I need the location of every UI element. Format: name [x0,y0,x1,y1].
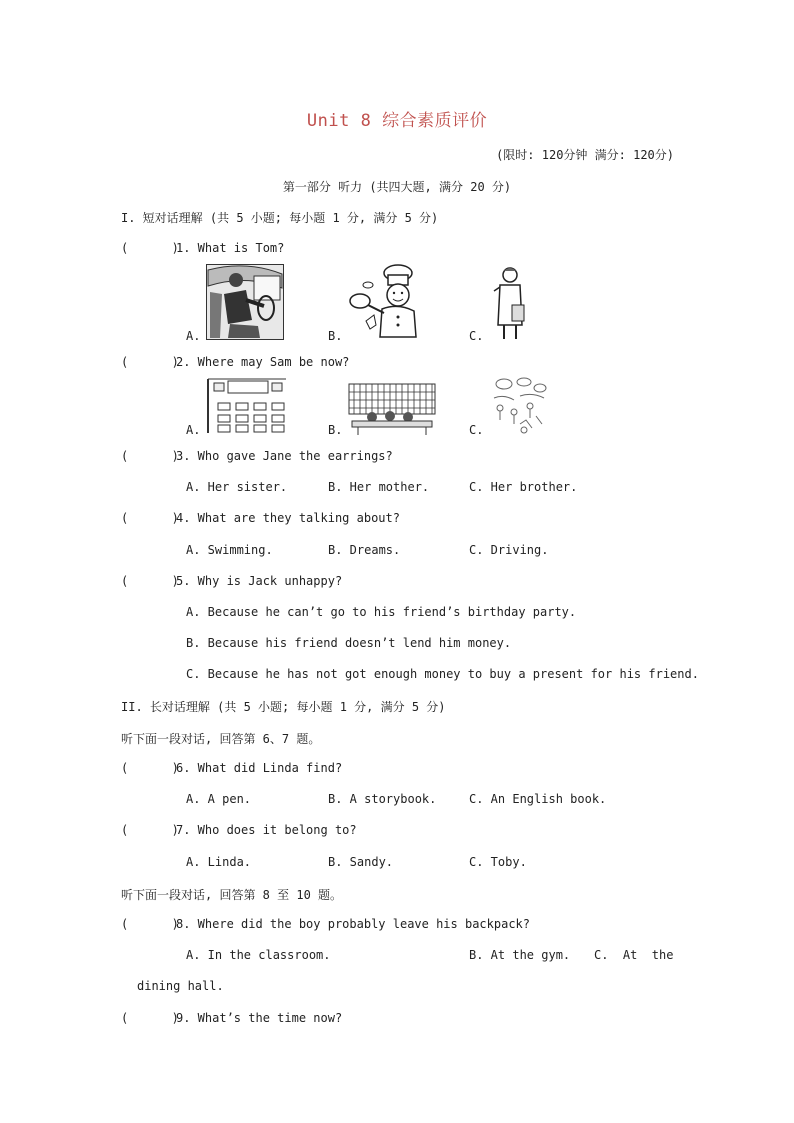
q7-option-c[interactable]: C. Toby. [469,855,527,869]
park-picture [490,376,548,436]
section2-intro-2: 听下面一段对话, 回答第 8 至 10 题。 [121,888,343,902]
q8-option-c-wrap: dining hall. [137,979,224,993]
answer-blank-q8[interactable]: ( ) [121,917,179,931]
time-limit: (限时: 120分钟 满分: 120分) [496,148,674,162]
answer-blank-q5[interactable]: ( ) [121,574,179,588]
driver-picture [206,264,284,340]
answer-blank-q3[interactable]: ( ) [121,449,179,463]
q2-option-b[interactable]: B. [328,423,343,437]
q3-option-a[interactable]: A. Her sister. [186,480,288,494]
question-3: 3. Who gave Jane the earrings? [176,449,393,463]
chef-picture [346,263,422,341]
q6-option-b[interactable]: B. A storybook. [328,792,437,806]
answer-blank-q2[interactable]: ( ) [121,355,179,369]
q8-option-b[interactable]: B. At the gym. [469,948,571,962]
question-8: 8. Where did the boy probably leave his backpack? [176,917,531,931]
answer-blank-q1[interactable]: ( ) [121,241,179,255]
question-7: 7. Who does it belong to? [176,823,357,837]
q4-option-c[interactable]: C. Driving. [469,543,549,557]
question-2: 2. Where may Sam be now? [176,355,350,369]
q4-option-a[interactable]: A. Swimming. [186,543,273,557]
q1-option-b[interactable]: B. [328,329,343,343]
q5-option-c[interactable]: C. Because he has not got enough money to buy a present for his friend. [186,667,699,681]
doctor-picture [490,265,530,343]
classroom-picture [206,377,288,435]
q7-option-b[interactable]: B. Sandy. [328,855,394,869]
answer-blank-q7[interactable]: ( ) [121,823,179,837]
library-picture [348,383,436,435]
q6-option-c[interactable]: C. An English book. [469,792,607,806]
q5-option-b[interactable]: B. Because his friend doesn’t lend him money. [186,636,512,650]
q2-option-c[interactable]: C. [469,423,484,437]
q3-option-c[interactable]: C. Her brother. [469,480,578,494]
section2-heading: II. 长对话理解 (共 5 小题; 每小题 1 分, 满分 5 分) [121,700,446,714]
section1-heading: I. 短对话理解 (共 5 小题; 每小题 1 分, 满分 5 分) [121,211,439,225]
question-9: 9. What’s the time now? [176,1011,343,1025]
question-1: 1. What is Tom? [176,241,285,255]
part-title: 第一部分 听力 (共四大题, 满分 20 分) [282,180,512,194]
q5-option-a[interactable]: A. Because he can’t go to his friend’s birthday party. [186,605,577,619]
q1-option-a[interactable]: A. [186,329,201,343]
question-4: 4. What are they talking about? [176,511,400,525]
answer-blank-q4[interactable]: ( ) [121,511,179,525]
section2-intro-1: 听下面一段对话, 回答第 6、7 题。 [121,732,321,746]
q7-option-a[interactable]: A. Linda. [186,855,252,869]
q4-option-b[interactable]: B. Dreams. [328,543,401,557]
q8-option-c[interactable]: C. At the [594,948,674,962]
answer-blank-q9[interactable]: ( ) [121,1011,179,1025]
answer-blank-q6[interactable]: ( ) [121,761,179,775]
question-6: 6. What did Linda find? [176,761,343,775]
q1-option-c[interactable]: C. [469,329,484,343]
q2-option-a[interactable]: A. [186,423,201,437]
q6-option-a[interactable]: A. A pen. [186,792,252,806]
q3-option-b[interactable]: B. Her mother. [328,480,430,494]
q8-option-a[interactable]: A. In the classroom. [186,948,331,962]
page-title: Unit 8 综合素质评价 [306,111,488,131]
question-5: 5. Why is Jack unhappy? [176,574,343,588]
